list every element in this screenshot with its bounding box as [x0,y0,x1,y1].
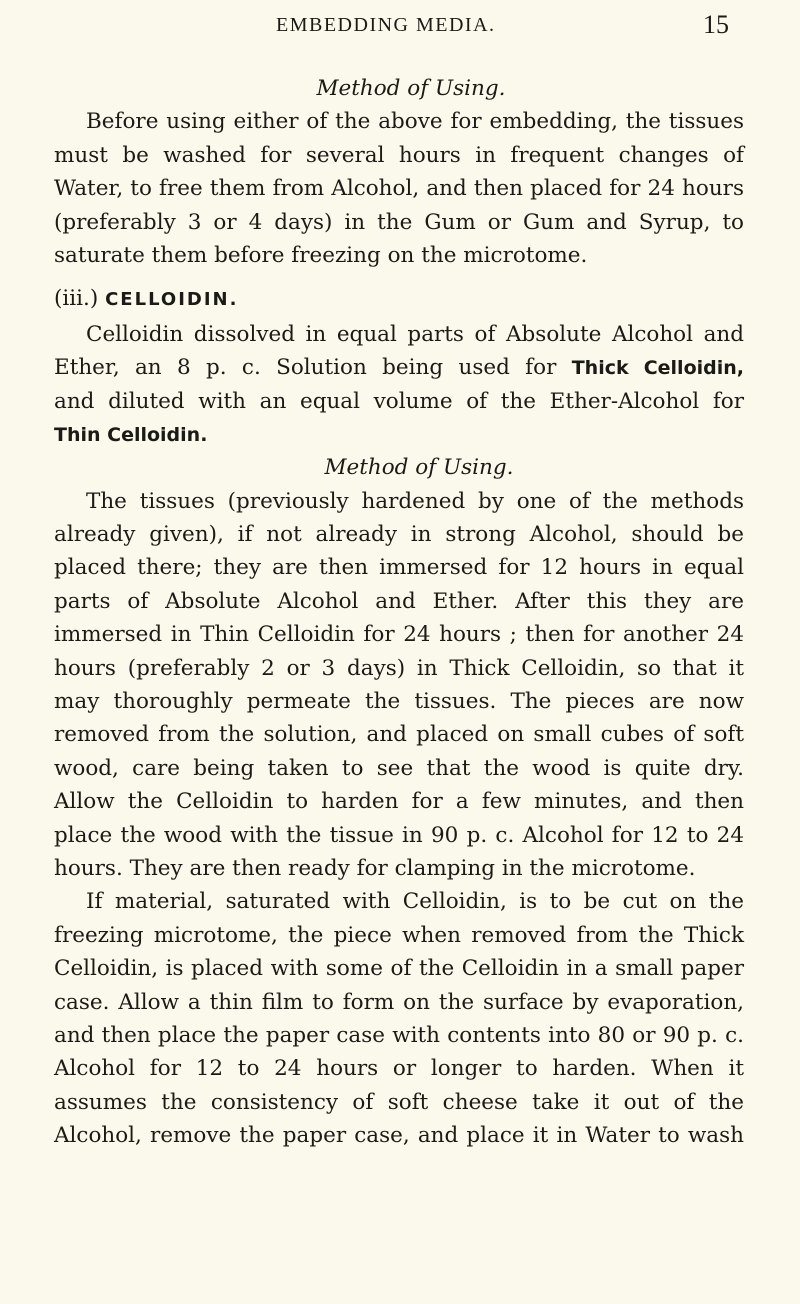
text-line: Allow the Celloidin to harden for a few minutes, and then [54,789,744,815]
text-line [54,418,744,451]
paragraph-celloidin-solution [54,318,744,452]
text-line: The tissues (previously hardened by one of the methods [86,488,744,514]
subheading-method-of-using: Method of Using. [316,76,506,101]
paragraph-embedding-preparation [54,105,744,272]
text-line: may thoroughly permeate the tissues. The pieces are now [54,689,744,715]
section-title: CELLOIDIN. [105,289,239,311]
section-number: (iii.) [54,286,99,312]
text-line: (preferably 3 or 4 days) in the Gum or Gum and Syrup, to [54,209,744,235]
text-line: must be washed for several hours in frequent changes of [54,142,744,168]
subheading-method-of-using: Method of Using. [324,455,514,481]
text-line: place the wood with the tissue in 90 p. c. Alcohol for 12 to 24 [54,822,744,848]
text-line: and then place the paper case with contents into 80 or 90 p. c. [54,1022,744,1048]
text-line: wood, care being taken to see that the wood is quite dry. [54,755,744,781]
bold-term-thin-celloidin: Thin Celloidin. [54,423,208,446]
text-line: Water, to free them from Alcohol, and then placed for 24 hours [54,176,744,202]
paragraph-celloidin-method [54,485,744,886]
text-line: case. Allow a thin film to form on the surface by evaporation, [54,989,744,1015]
text-line: Alcohol for 12 to 24 hours or longer to harden. When it [54,1056,744,1082]
running-header: EMBEDDING MEDIA. [276,14,496,36]
text-line: parts of Absolute Alcohol and Ether. After this they are [54,588,744,614]
text-line: already given), if not already in strong Alcohol, should be [54,522,744,548]
text-line: immersed in Thin Celloidin for 24 hours ; then for another 24 [54,622,744,648]
text-line: assumes the consistency of soft cheese take it out of the [54,1089,744,1115]
text-run: Ether, an 8 p. c. Solution being used for [54,355,557,381]
page-body [54,72,744,1153]
text-line: Celloidin dissolved in equal parts of Absolute Alcohol and [86,321,744,347]
text-line: Alcohol, remove the paper case, and place it in Water to wash [54,1123,744,1149]
text-line: removed from the solution, and placed on small cubes of soft [54,722,744,748]
paragraph-freezing-microtome [54,885,744,1152]
text-line: If material, saturated with Celloidin, is to be cut on the [86,889,744,915]
text-line: placed there; they are then immersed for 12 hours in equal [54,555,744,581]
text-line [54,351,744,384]
text-line: and diluted with an equal volume of the Ether-Alcohol for [54,388,744,414]
text-line: Celloidin, is placed with some of the Celloidin in a small paper [54,956,744,982]
bold-term-thick-celloidin: Thick Celloidin, [571,357,744,380]
page-number: 15 [703,10,729,39]
text-line: freezing microtome, the piece when removed from the Thick [54,922,744,948]
text-line: hours (preferably 2 or 3 days) in Thick Celloidin, so that it [54,655,744,681]
text-line: Before using either of the above for embedding, the tissues [86,109,744,135]
text-line: saturate them before freezing on the microtome. [54,242,588,268]
text-line: hours. They are then ready for clamping in the microtome. [54,855,696,881]
section-heading [54,282,744,315]
